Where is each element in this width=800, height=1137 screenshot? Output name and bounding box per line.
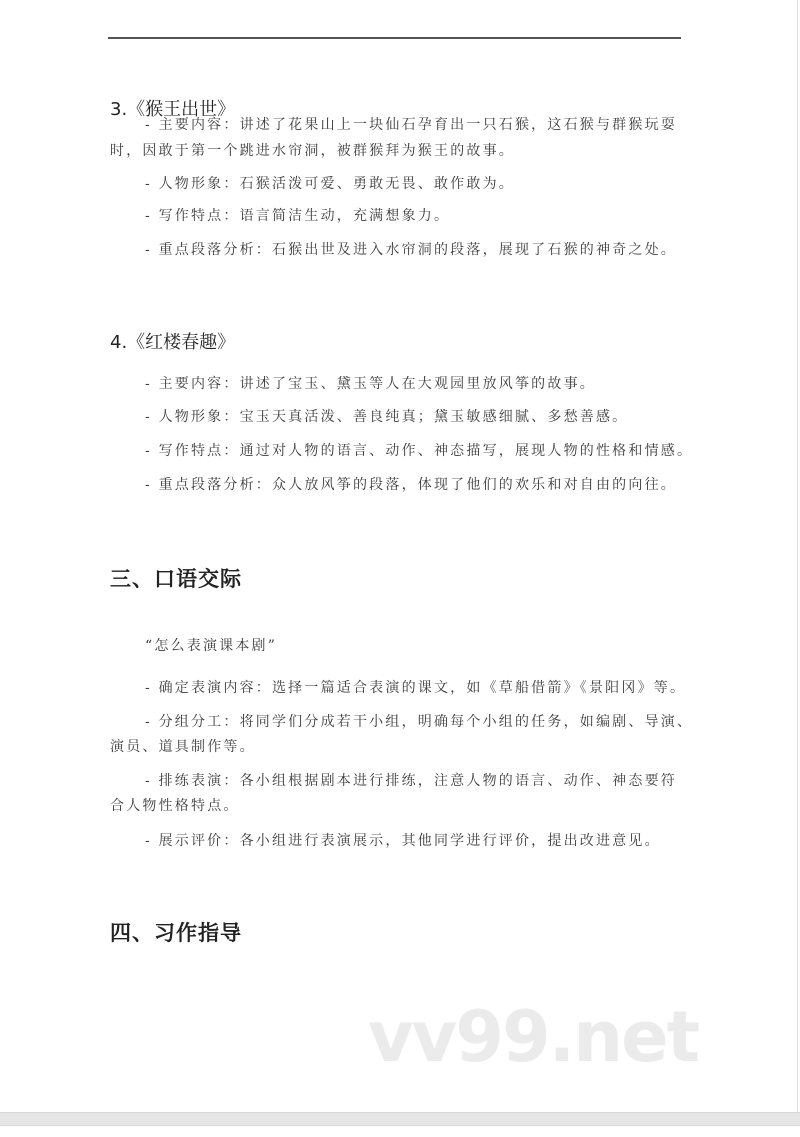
text-line: - 人物形象：宝玉天真活泼、善良纯真；黛玉敏感细腻、多愁善感。 [145,409,629,425]
heading-oral-communication: 三、口语交际 [110,567,242,591]
text-line: - 写作特点：通过对人物的语言、动作、神态描写，展现人物的性格和情感。 [145,443,694,459]
page-separator [0,1112,800,1126]
heading-red-mansions: 4.《红楼春趣》 [110,332,236,353]
text-line: - 写作特点：语言简洁生动，充满想象力。 [145,208,451,224]
text-line: - 确定表演内容：选择一篇适合表演的课文，如《草船借箭》《景阳冈》等。 [145,680,687,696]
watermark: vv99.net [368,996,699,1078]
text-line: - 分组分工：将同学们分成若干小组，明确每个小组的任务，如编剧、导演、 [145,714,694,730]
text-line: 时，因敢于第一个跳进水帘洞，被群猴拜为猴王的故事。 [110,143,515,159]
text-line: - 主要内容：讲述了花果山上一块仙石孕育出一只石猴，这石猴与群猴玩耍 [145,117,677,133]
text-line: - 展示评价：各小组进行表演展示，其他同学进行评价，提出改进意见。 [145,833,661,849]
text-line: 合人物性格特点。 [110,798,240,814]
text-line: - 重点段落分析：石猴出世及进入水帘洞的段落，展现了石猴的神奇之处。 [145,242,677,258]
text-line: - 重点段落分析：众人放风筝的段落，体现了他们的欢乐和对自由的向往。 [145,477,677,493]
text-line: “怎么表演课本剧” [145,638,278,654]
text-line: - 人物形象：石猴活泼可爱、勇敢无畏、敢作敢为。 [145,176,515,192]
text-line: - 排练表演：各小组根据剧本进行排练，注意人物的语言、动作、神态要符 [145,773,677,789]
header-rule [108,37,681,39]
text-line: 演员、道具制作等。 [110,739,256,755]
heading-writing-guide: 四、习作指导 [110,921,242,945]
heading-monkey-king: 3.《猴王出世》 [110,99,236,120]
text-line: - 主要内容：讲述了宝玉、黛玉等人在大观园里放风筝的故事。 [145,376,596,392]
